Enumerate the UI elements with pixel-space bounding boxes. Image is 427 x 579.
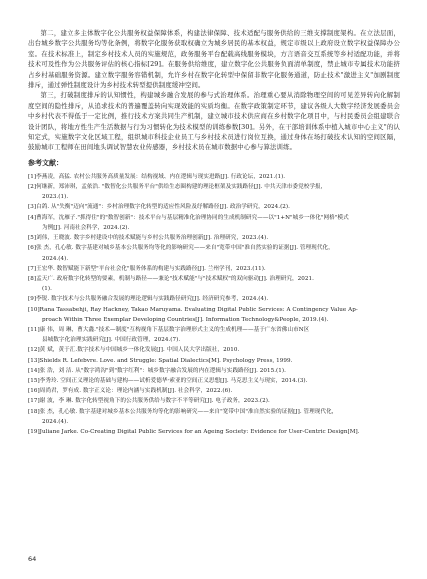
reference-2-line-2: 2023.(1). [42, 194, 69, 201]
reference-17-line-1: [17]谢 波，李 琳. 数字化转型视角下的公共服务供给与数字不平等研究[J]. 电子政务，2023.(2). [28, 398, 270, 405]
body-paragraph-3: 第三，打破制度排斥的认知惯性，构建城乡融合发展的参与式治理体系。治理重心要从消除物理空间的可见差异转向化解制度空间的隐性排斥，从追求技术的普遍覆盖转向实现效能的实质均衡。在数字政策制定环节，建议各级人大数字经济发展委员会中乡村代表不得低于一定比例，推行技术方案共同生产机制，建立城市技术供应商在乡村数字化项目中，与村民委员会组建联合设计团队，将地方性生产生活数据与行为习惯转化为技术模型的训练参数[30]。另外，在干部培训体系中植入城市中心主义"的认知定式，实施数字文化区域工程，组织城市科技企业员工与乡村技术员进行岗位互换，通过身体在场打破技术认知的空间区隔，鼓励城市工程师在田间地头调试智慧农业传感器，乡村技术员在城市数据中心参与算法训练。 [28, 91, 400, 152]
reference-8-line-1: [8]孟天广. 政府数字化转型的要素，机制与路径——兼论"技术赋能"与"技术赋权"的双向驱动[J]. 治理研究，2021. [28, 275, 314, 282]
reference-1-line-1: [1]李燕凌，高猛. 农村公共服务高质量发展：结构视域、内在逻辑与现实进路[J]. 行政论坛，2021.(1). [28, 173, 286, 180]
reference-10-line-2: proach Within Three Exemplar Developing Countries[J]. Information Technology&People, 2019.(4). [42, 316, 329, 323]
reference-4-line-1: [4]曹海军，沈雁子."抓得住"的"数智创新"：技术平台与基层精准化治理协同的生成机制研究——以"1+N"城乡一体化"网格"模式 [28, 214, 349, 221]
reference-6-line-1: [6]张 杰，孔心敏. 数字基建对城乡基本公共服务均等化的影响研究——来自"宽带中国"准自然实验的证据[J]. 管理现代化， [28, 245, 334, 252]
reference-6-line-2: 2024.(4). [42, 255, 69, 262]
reference-15-line-1: [15]李秀玲. 空间正义理论的基础与建构——试析爱德华·索亚的空间正义思想[J]. 马克思主义与现实，2014.(3). [28, 377, 308, 384]
reference-4-line-2: 为例[J]. 河南社会科学，2024.(2). [42, 224, 130, 231]
reference-11-line-1: [11]康 伟，周 琳，曹大鑫."技术—制度"互构视角下基层数字治理形式主义的生成机理——基于广东省佛山市N区 [28, 326, 310, 333]
reference-12-line-1: [12]黄 斌，黄于汇.数字技术与中国城乡一体化发展[J]. 中国人民大学出版社，2010. [28, 347, 240, 354]
reference-14-line-1: [14]张 浩，刘 洁. 从"数字鸿沟"到"数字红利"：城乡数字融合发展的内在逻辑与实践路径[J]. 2015.(1). [28, 367, 286, 374]
reference-8-line-2: (1). [42, 286, 52, 293]
reference-13-line-1: [13]Shields R. Lefebvre. Love. and Struggle: Spatial Dialectics[M]. Psychology Press, 1999. [28, 357, 293, 364]
reference-11-line-2: 县城数字化治理实践研究[J]. 中国行政管理，2024.(7). [42, 337, 181, 344]
reference-5-line-1: [5]刘伟，王晓波. 数字乡村建设中的技术赋能与乡村公共服务治理创新[J]. 治理研究，2023.(4). [28, 235, 269, 242]
reference-19-line-1: [19]Juliane Jarke. Co-Creating Digital Public Services for an Ageing Society: Evidence for User-Centric Design[M]. [28, 428, 360, 435]
document-page [28, 28, 400, 437]
references-heading: 参考文献： [28, 158, 63, 167]
reference-3-line-1: [3]白鸽. 从"失衡"迈向"流通"：乡村治理数字化转型的适应性风险及纾解路径[J]. 政治学研究，2024.(2). [28, 204, 290, 211]
reference-16-line-1: [16]周尚君，罗有成. 数字正义论：理论内涵与实践机制[J]. 社会科学，2022.(6). [28, 388, 233, 395]
reference-18-line-1: [18]张 杰，孔心敏. 数字基建对城乡基本公共服务均等化的影响研究——来自"宽带中国"准自然实验的证据[J]. 管理现代化， [28, 408, 338, 415]
reference-10-line-1: [10]Rana Tassabehji, Ray Hackney, Takao Maruyama. Evaluating Digital Public Services: A Contingency Value Ap- [28, 306, 358, 313]
reference-9-line-1: [9]李锐. 数字技术与公共服务融合发展的理论逻辑与实践路径研究[J]. 经济研究参考，2024.(4). [28, 296, 269, 303]
page-number: 64 [28, 555, 37, 563]
body-paragraph-2: 第二，建立多主体数字化公共服务权益保障体系，构建法律保障、技术适配与服务供给的三维支撑制度架构。在立法层面，出台城乡数字公共服务均等化条例，将数字化服务获取权确立为城乡居民的基本权益，规定市级以上政府设立数字权益保障办公室。在技术标准上，制定乡村技术人员的实施规范，政务服务平台配载高线服务模块，方言语音交互系统等乡村适配功能，并将技术可及性作为公共服务评估的核心指标[29]。在服务供给维度，建立数字化公共服务负面清单制度，禁止城市专属技术功能挤占乡村基础服务资源。建立数字服务容错机制，允许乡村在数字化转型中保留非数字化服务通道，防止技术"激进主义"加剧制度排斥，通过弹性制度设计为乡村技术转型提供制度缓冲空间。 [28, 29, 400, 90]
reference-2-line-1: [2]何继新，郑沛琪，孟依浩. "数智化公共服务平台"供给生态圈构建的理论框架及实践路径[J]. 中共天津市委党校学报， [28, 184, 327, 191]
reference-7-line-1: [7]王宏华. 数智赋能下新型"平台社会化"服务体系的构建与实践路径[J]. 兰州学刊，2023.(11). [28, 265, 266, 272]
reference-18-line-2: 2024.(4). [42, 418, 69, 425]
reference-list [28, 172, 400, 437]
